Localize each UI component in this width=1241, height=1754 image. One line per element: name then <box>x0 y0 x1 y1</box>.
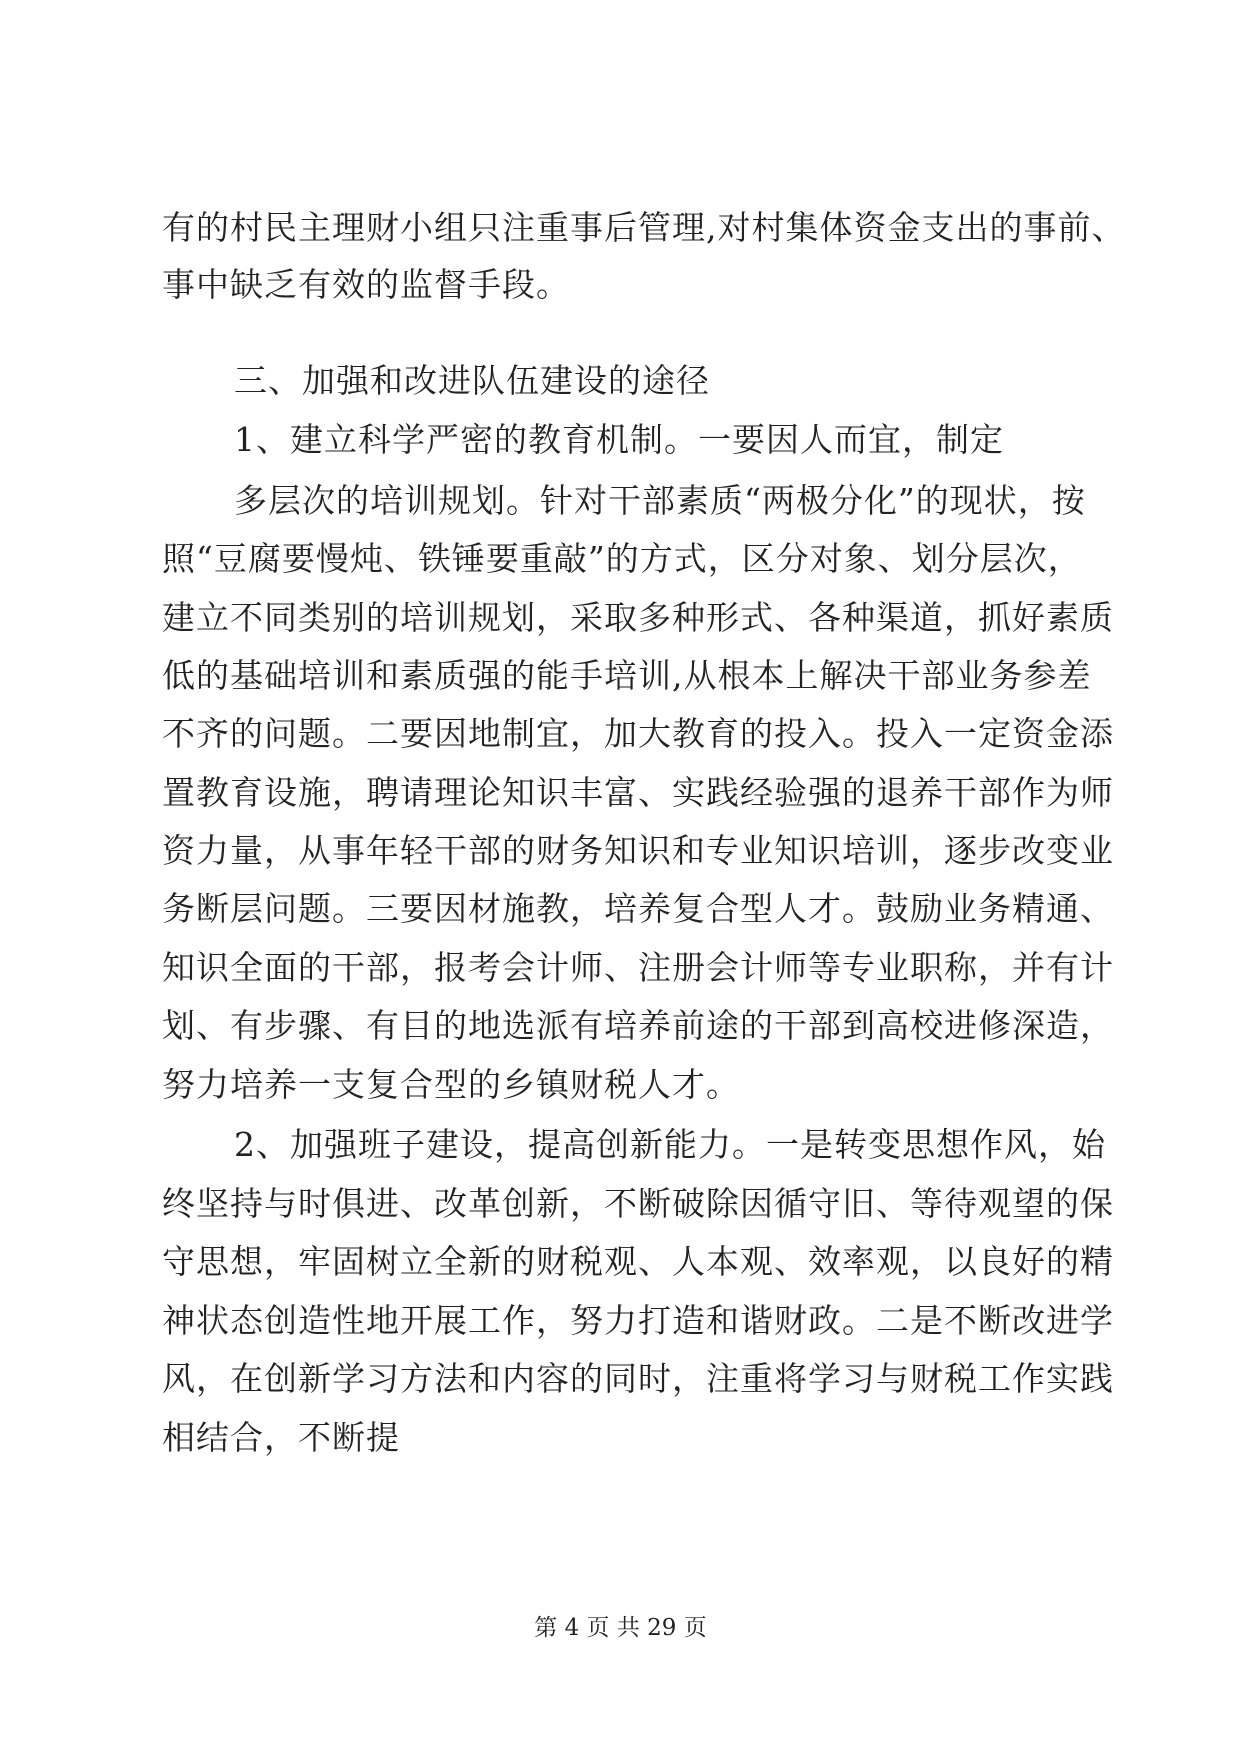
text-line: 划、有步骤、有目的地选派有培养前途的干部到高校进修深造， <box>162 1006 1114 1045</box>
text-line: 建立不同类别的培训规划，采取多种形式、各种渠道，抓好素质 <box>162 598 1114 637</box>
section-heading: 三、加强和改进队伍建设的途径 <box>234 361 710 400</box>
text-line: 终坚持与时俱进、改革创新，不断破除因循守旧、等待观望的保 <box>162 1184 1114 1223</box>
text-line: 不齐的问题。二要因地制宜，加大教育的投入。投入一定资金添 <box>162 714 1114 753</box>
text-line: 知识全面的干部，报考会计师、注册会计师等专业职称，并有计 <box>162 948 1114 987</box>
text-line: 置教育设施，聘请理论知识丰富、实践经验强的退养干部作为师 <box>162 773 1114 812</box>
text-line: 努力培养一支复合型的乡镇财税人才。 <box>162 1065 740 1104</box>
text-line: 低的基础培训和素质强的能手培训,从根本上解决干部业务参差 <box>162 656 1092 695</box>
text-line: 事中缺乏有效的监督手段。 <box>162 265 570 304</box>
text-line: 照“豆腐要慢炖、铁锤要重敲”的方式，区分对象、划分层次， <box>162 539 1082 578</box>
text-line: 守思想，牢固树立全新的财税观、人本观、效率观，以良好的精 <box>162 1242 1114 1281</box>
text-line: 有的村民主理财小组只注重事后管理,对村集体资金支出的事前、 <box>162 208 1126 247</box>
text-line: 务断层问题。三要因材施教，培养复合型人才。鼓励业务精通、 <box>162 889 1114 928</box>
text-line: 神状态创造性地开展工作，努力打造和谐财政。二是不断改进学 <box>162 1301 1114 1340</box>
text-line: 多层次的培训规划。针对干部素质“两极分化”的现状，按 <box>234 481 1086 520</box>
text-line: 2、加强班子建设，提高创新能力。一是转变思想作风，始 <box>234 1125 1106 1164</box>
page-number-footer: 第 4 页 共 29 页 <box>534 1615 707 1641</box>
text-line: 相结合，不断提 <box>162 1418 400 1457</box>
text-line: 资力量，从事年轻干部的财务知识和专业知识培训，逐步改变业 <box>162 831 1114 870</box>
text-line: 1、建立科学严密的教育机制。一要因人而宜，制定 <box>234 420 1004 459</box>
text-line: 风，在创新学习方法和内容的同时，注重将学习与财税工作实践 <box>162 1359 1114 1398</box>
